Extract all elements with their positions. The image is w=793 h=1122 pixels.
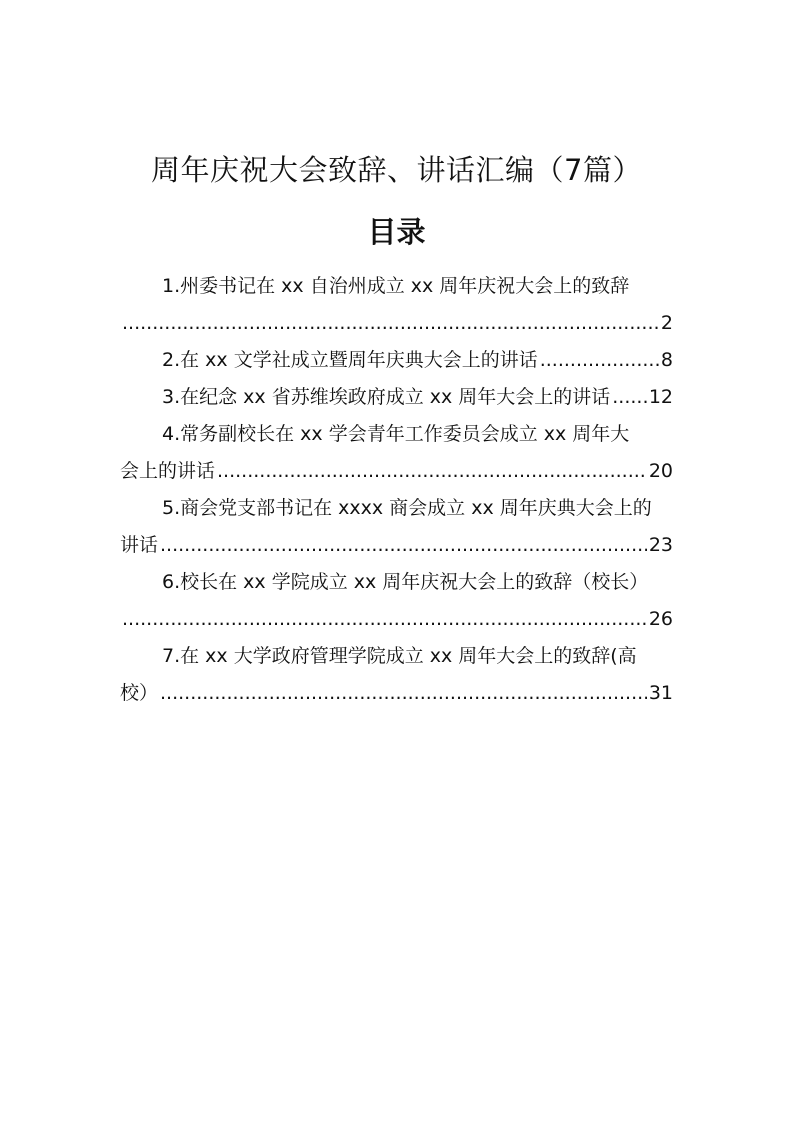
toc-leader bbox=[540, 342, 659, 379]
toc-entry-title: 7.在 xx 大学政府管理学院成立 xx 周年大会上的致辞(高 bbox=[162, 645, 637, 667]
toc-entry-1[interactable] bbox=[120, 268, 673, 342]
toc-page-number: 2 bbox=[660, 312, 673, 334]
toc-entry-title: 5.商会党支部书记在 xxxx 商会成立 xx 周年庆典大会上的 bbox=[162, 497, 652, 519]
toc-entry-3[interactable] bbox=[120, 379, 673, 416]
toc-leader bbox=[160, 675, 647, 712]
toc-leader bbox=[612, 379, 647, 416]
toc-entry-4[interactable] bbox=[120, 416, 673, 490]
toc-entry-title-continued: 讲话 bbox=[120, 534, 159, 556]
toc-entry-title: 6.校长在 xx 学院成立 xx 周年庆祝大会上的致辞（校长） bbox=[162, 571, 649, 593]
toc-entry-2[interactable] bbox=[120, 342, 673, 379]
toc-entry-title: 1.州委书记在 xx 自治州成立 xx 周年庆祝大会上的致辞 bbox=[162, 275, 630, 297]
toc-leader bbox=[217, 453, 647, 490]
toc-page-number: 26 bbox=[648, 608, 673, 630]
toc-leader bbox=[122, 601, 647, 638]
toc-entry-6[interactable] bbox=[120, 564, 673, 638]
toc-page-number: 8 bbox=[660, 349, 673, 371]
table-of-contents bbox=[120, 268, 673, 712]
toc-entry-title-continued: 校） bbox=[120, 682, 159, 704]
toc-entry-title-continued: 会上的讲话 bbox=[120, 460, 216, 482]
toc-page-number: 20 bbox=[648, 460, 673, 482]
document-title: 周年庆祝大会致辞、讲话汇编（7篇） bbox=[151, 153, 642, 187]
toc-leader bbox=[160, 527, 647, 564]
toc-heading: 目录 bbox=[367, 215, 426, 249]
toc-entry-title: 4.常务副校长在 xx 学会青年工作委员会成立 xx 周年大 bbox=[162, 423, 630, 445]
toc-entry-title: 2.在 xx 文学社成立暨周年庆典大会上的讲话 bbox=[162, 349, 538, 371]
toc-leader bbox=[122, 305, 659, 342]
toc-entry-5[interactable] bbox=[120, 490, 673, 564]
toc-page-number: 12 bbox=[648, 386, 673, 408]
toc-entry-7[interactable] bbox=[120, 638, 673, 712]
toc-page-number: 23 bbox=[648, 534, 673, 556]
toc-page-number: 31 bbox=[648, 682, 673, 704]
toc-entry-title: 3.在纪念 xx 省苏维埃政府成立 xx 周年大会上的讲话 bbox=[162, 386, 611, 408]
